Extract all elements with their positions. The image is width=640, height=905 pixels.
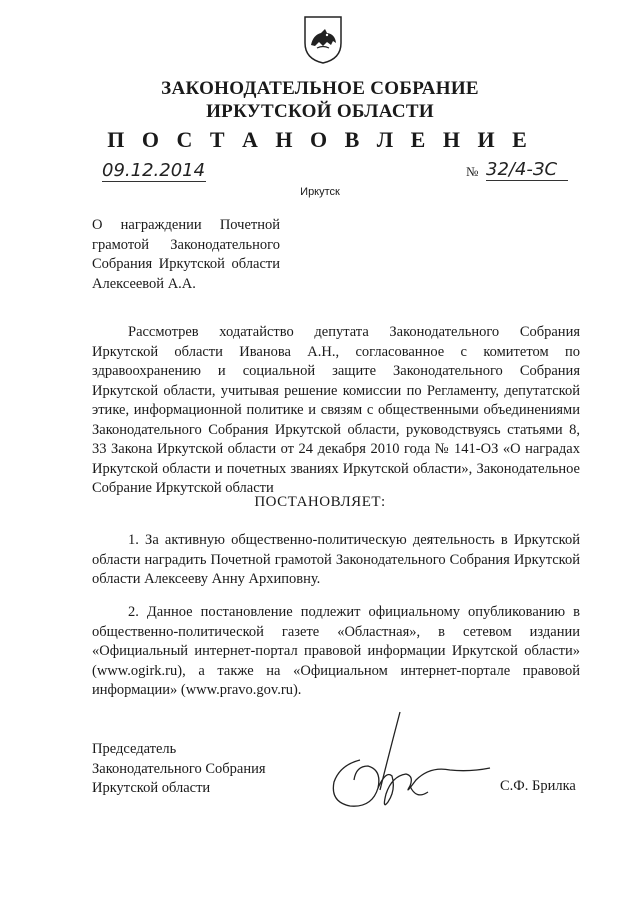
document-city: Иркутск bbox=[300, 186, 340, 198]
number-sign: № bbox=[466, 164, 479, 179]
resolution-point-1: 1. За активную общественно-политическую деятельность в Иркутской области наградить Почетной грамотой Законодательного Собрания Иркутской области Алексееву Анну Архиповну. bbox=[92, 532, 580, 587]
document-type-title: П О С Т А Н О В Л Е Н И Е bbox=[107, 127, 533, 152]
signatory-name: С.Ф. Брилка bbox=[500, 778, 576, 794]
signatory-title-line1: Председатель bbox=[92, 741, 177, 757]
document-number: 32/4-ЗС bbox=[486, 159, 568, 181]
signatory-title-line3: Иркутской области bbox=[92, 780, 211, 796]
org-name-line2: ИРКУТСКОЙ ОБЛАСТИ bbox=[206, 101, 434, 122]
preamble-paragraph: Рассмотрев ходатайство депутата Законодательного Собрания Иркутской области Иванова А.Н., согласованное с комитетом по здравоохранению и социальной защите Законодательного Собрания Иркутской области, учитывая решение комиссии по Регламенту, депутатской этике, информационной политике и связям с общественными объединениями Законодательного Собрания Иркутской области, руководствуясь статьями 8, 33 Закона Иркутской области от 24 декабря 2010 года № 141-ОЗ «О наградах Иркутской области и почетных званиях Иркутской области», Законодательное Собрание Иркутской области bbox=[92, 324, 580, 496]
signatory-title bbox=[92, 740, 292, 799]
decides-heading: ПОСТАНОВЛЯЕТ: bbox=[254, 494, 386, 510]
coat-of-arms-icon bbox=[303, 15, 343, 65]
handwritten-signature-icon bbox=[320, 710, 500, 820]
document-date: 09.12.2014 bbox=[102, 160, 206, 181]
document-subject: О награждении Почетной грамотой Законодательного Собрания Иркутской области Алексеевой А.А. bbox=[92, 217, 280, 292]
signatory-title-line2: Законодательного Собрания bbox=[92, 760, 266, 777]
resolution-point-2: 2. Данное постановление подлежит официальному опубликованию в общественно-политической газете «Областная», в сетевом издании «Официальный интернет-портал правовой информации Иркутской области» (www.ogirk.ru), а также на «Официальном интернет-портале правовой информации» (www.pravo.gov.ru). bbox=[92, 604, 580, 698]
org-name-line1: ЗАКОНОДАТЕЛЬНОЕ СОБРАНИЕ bbox=[161, 78, 479, 99]
